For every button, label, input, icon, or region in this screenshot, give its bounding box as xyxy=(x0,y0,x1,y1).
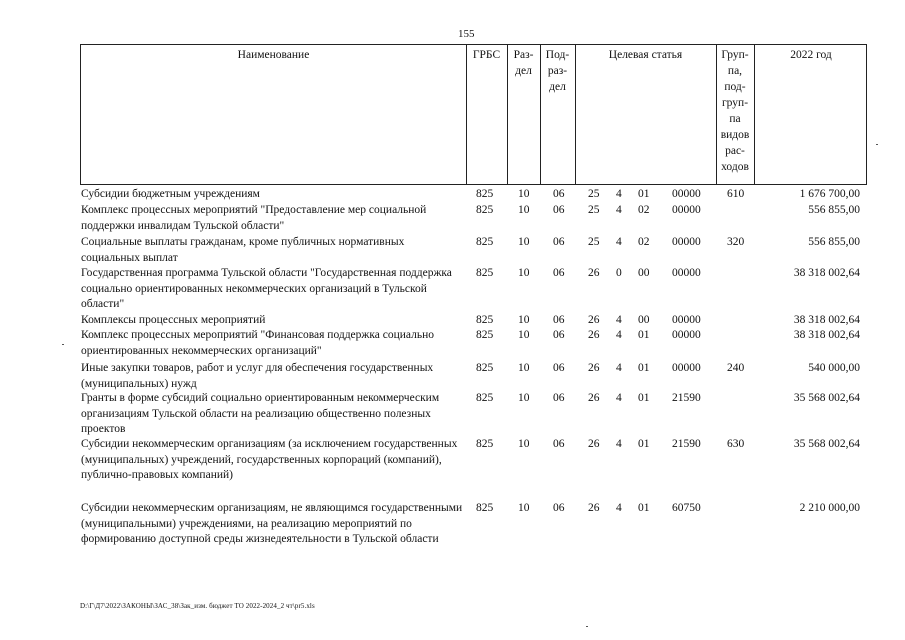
row-name: Гранты в форме субсидий социально ориентированным некоммерческим организациям Тульской области на реализацию общественно полезных проектов xyxy=(81,392,440,435)
row-grbs: 825 xyxy=(476,204,494,216)
row-program-code: 26 xyxy=(588,362,600,374)
row-amount: 540 000,00 xyxy=(808,362,860,374)
row-razdel: 10 xyxy=(518,204,530,216)
row-subprogram-code: 0 xyxy=(616,267,622,279)
row-program-code: 26 xyxy=(588,502,600,514)
row-podrazdel: 06 xyxy=(553,188,565,200)
row-direction-code: 00000 xyxy=(672,362,701,374)
row-program-code: 25 xyxy=(588,204,600,216)
row-amount: 556 855,00 xyxy=(808,204,860,216)
row-subprogram-code: 4 xyxy=(616,204,622,216)
scan-speck xyxy=(62,344,64,345)
row-grbs: 825 xyxy=(476,329,494,341)
header-name: Наименование xyxy=(237,49,310,61)
row-razdel: 10 xyxy=(518,236,530,248)
row-podrazdel: 06 xyxy=(553,502,565,514)
row-name: Комплексы процессных мероприятий xyxy=(81,314,266,326)
row-podrazdel: 06 xyxy=(553,267,565,279)
scan-speck xyxy=(586,626,588,627)
row-subprogram-code: 4 xyxy=(616,188,622,200)
row-podrazdel: 06 xyxy=(553,438,565,450)
row-event-code: 01 xyxy=(638,392,650,404)
row-name: Иные закупки товаров, работ и услуг для обеспечения государственных (муниципальных) нужд xyxy=(81,362,434,390)
row-name: Субсидии некоммерческим организациям (за исключением государственных (муниципальных) учреждений, государственных корпораций (компаний), публично-правовых компаний) xyxy=(81,438,458,481)
row-razdel: 10 xyxy=(518,329,530,341)
row-direction-code: 00000 xyxy=(672,204,701,216)
row-amount: 2 210 000,00 xyxy=(799,502,860,514)
row-event-code: 00 xyxy=(638,267,650,279)
row-razdel: 10 xyxy=(518,438,530,450)
row-program-code: 26 xyxy=(588,438,600,450)
row-subprogram-code: 4 xyxy=(616,362,622,374)
row-direction-code: 00000 xyxy=(672,314,701,326)
row-program-code: 25 xyxy=(588,236,600,248)
row-direction-code: 00000 xyxy=(672,267,701,279)
header-razdel: Раз- дел xyxy=(513,49,534,77)
row-direction-code: 00000 xyxy=(672,236,701,248)
row-expense-group: 610 xyxy=(727,188,745,200)
row-subprogram-code: 4 xyxy=(616,438,622,450)
page-number: 155 xyxy=(458,28,475,40)
row-razdel: 10 xyxy=(518,314,530,326)
row-razdel: 10 xyxy=(518,267,530,279)
row-event-code: 01 xyxy=(638,362,650,374)
row-grbs: 825 xyxy=(476,502,494,514)
column-divider xyxy=(575,45,576,184)
row-direction-code: 21590 xyxy=(672,438,701,450)
row-amount: 35 568 002,64 xyxy=(793,392,860,404)
row-amount: 38 318 002,64 xyxy=(793,267,860,279)
header-expense-group: Груп- па, под- груп- па видов рас- ходов xyxy=(720,49,750,173)
row-subprogram-code: 4 xyxy=(616,236,622,248)
row-razdel: 10 xyxy=(518,502,530,514)
row-podrazdel: 06 xyxy=(553,362,565,374)
row-event-code: 01 xyxy=(638,502,650,514)
row-grbs: 825 xyxy=(476,362,494,374)
row-grbs: 825 xyxy=(476,188,494,200)
row-podrazdel: 06 xyxy=(553,204,565,216)
table-header xyxy=(80,44,867,185)
row-name: Субсидии бюджетным учреждениям xyxy=(81,188,260,200)
row-grbs: 825 xyxy=(476,236,494,248)
row-program-code: 26 xyxy=(588,314,600,326)
row-program-code: 26 xyxy=(588,267,600,279)
row-direction-code: 21590 xyxy=(672,392,701,404)
header-podrazdel: Под- раз- дел xyxy=(545,49,570,93)
row-razdel: 10 xyxy=(518,392,530,404)
footer-file-path: D:\Г\Д7\2022\ЗАКОНЫ\ЗАС_38\Зак_изм. бюджет ТО 2022-2024_2 чт\pr5.xls xyxy=(80,602,315,610)
row-direction-code: 00000 xyxy=(672,188,701,200)
row-direction-code: 00000 xyxy=(672,329,701,341)
row-podrazdel: 06 xyxy=(553,314,565,326)
row-event-code: 01 xyxy=(638,329,650,341)
row-amount: 35 568 002,64 xyxy=(793,438,860,450)
header-year: 2022 год xyxy=(790,49,832,61)
header-grbs: ГРБС xyxy=(472,49,501,61)
row-name: Комплекс процессных мероприятий "Финансовая поддержка социально ориентированных некоммерческих организаций" xyxy=(81,329,435,357)
row-event-code: 02 xyxy=(638,204,650,216)
row-grbs: 825 xyxy=(476,314,494,326)
row-name: Комплекс процессных мероприятий "Предоставление мер социальной поддержки инвалидам Тульской области" xyxy=(81,204,427,232)
row-expense-group: 630 xyxy=(727,438,745,450)
row-razdel: 10 xyxy=(518,188,530,200)
header-target-article: Целевая статья xyxy=(608,49,683,61)
row-program-code: 26 xyxy=(588,392,600,404)
row-subprogram-code: 4 xyxy=(616,502,622,514)
row-amount: 1 676 700,00 xyxy=(799,188,860,200)
row-podrazdel: 06 xyxy=(553,236,565,248)
row-podrazdel: 06 xyxy=(553,329,565,341)
row-podrazdel: 06 xyxy=(553,392,565,404)
row-expense-group: 320 xyxy=(727,236,745,248)
row-event-code: 01 xyxy=(638,188,650,200)
scan-speck xyxy=(876,144,878,145)
row-direction-code: 60750 xyxy=(672,502,701,514)
row-amount: 38 318 002,64 xyxy=(793,314,860,326)
row-grbs: 825 xyxy=(476,438,494,450)
row-event-code: 00 xyxy=(638,314,650,326)
row-amount: 556 855,00 xyxy=(808,236,860,248)
row-subprogram-code: 4 xyxy=(616,392,622,404)
row-name: Социальные выплаты гражданам, кроме публичных нормативных социальных выплат xyxy=(81,236,405,264)
column-divider xyxy=(466,45,467,184)
row-name: Государственная программа Тульской области "Государственная поддержка социально ориентированных некоммерческих организаций в Тульской области" xyxy=(81,267,452,310)
row-program-code: 25 xyxy=(588,188,600,200)
column-divider xyxy=(754,45,755,184)
row-expense-group: 240 xyxy=(727,362,745,374)
row-event-code: 02 xyxy=(638,236,650,248)
row-name: Субсидии некоммерческим организациям, не являющимся государственными (муниципальными) учреждениями, на реализацию мероприятий по формированию доступной среды жизнедеятельности в Тульской области xyxy=(81,502,463,545)
row-program-code: 26 xyxy=(588,329,600,341)
row-event-code: 01 xyxy=(638,438,650,450)
row-grbs: 825 xyxy=(476,392,494,404)
row-grbs: 825 xyxy=(476,267,494,279)
row-subprogram-code: 4 xyxy=(616,314,622,326)
row-razdel: 10 xyxy=(518,362,530,374)
row-subprogram-code: 4 xyxy=(616,329,622,341)
row-amount: 38 318 002,64 xyxy=(793,329,860,341)
